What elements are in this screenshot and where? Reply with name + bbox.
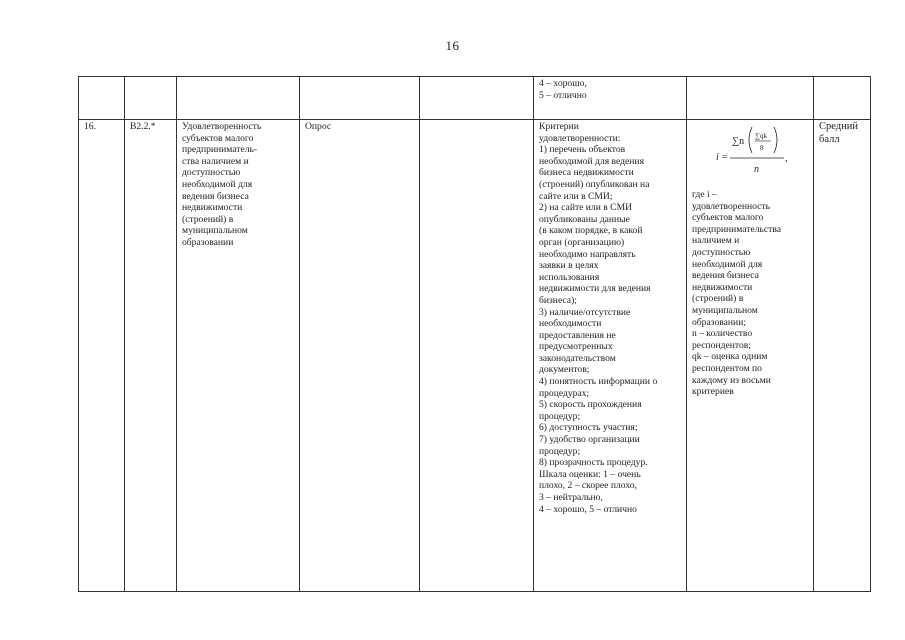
cell-indicator: [177, 120, 300, 592]
formula-inner-sum: ∑qk: [755, 132, 767, 140]
scale-continuation-text: 4 – хорошо, 5 – отлично: [539, 78, 587, 101]
indicator-code: B2.2.*: [130, 121, 156, 132]
cell-formula-empty: [687, 77, 814, 120]
criteria-text: Критерии удовлетворенности: 1) перечень объектов необходимой для ведения бизнеса недвижимости (строений) опубликован на сайте или в СМИ; 2) на сайте или в СМИ опубликованы данные (в каком порядке, в какой орган (организацию) необходимо направлять заявки в целях использования недвижимости для ведения бизнеса); 3) наличие/отсутствие необходимости предоставления не предусмотренных законодательством документов; 4) понятность информации о процедурах; 5) скорость прохождения процедур; 6) доступность участия; 7) удобство организации процедур; 8) прозрачность процедур. Шкала оценки: 1 – очень плохо, 2 – скорее плохо, 3 – нейтрально, 4 – хорошо, 5 – отлично: [539, 121, 658, 515]
formula-tail: ,: [785, 153, 788, 164]
page-number: 16: [445, 38, 460, 53]
cell-code-empty: [125, 77, 177, 120]
table-row-continuation: [79, 77, 871, 120]
cell-source-empty: [420, 77, 534, 120]
cell-method: [300, 120, 420, 592]
table-row: [79, 120, 871, 592]
cell-code: [125, 120, 177, 592]
cell-method-empty: [300, 77, 420, 120]
cell-number: [79, 120, 125, 592]
formula-den: n: [754, 164, 759, 175]
cell-unit-empty: [814, 77, 871, 120]
formula-inner-den: 8: [760, 144, 764, 152]
right-paren: [774, 127, 777, 153]
indicator-name: Удовлетворенность субъектов малого предприниматель- ства наличием и доступностью необходимой для ведения бизнеса недвижимости (строений) в муниципальном образовании: [182, 121, 262, 248]
row-number: 16.: [84, 121, 96, 132]
indicator-table: [78, 76, 871, 592]
cell-unit: [814, 120, 871, 592]
unit-of-measure: Средний балл: [819, 121, 858, 145]
cell-scale-continuation: [534, 77, 687, 120]
formula-description: где i – удовлетворенность субъектов малого предпринимательства наличием и доступностью необходимой для ведения бизнеса недвижимости (строений) в муниципальном образовании; n – количество респондентов; qk – оценка одним респондентом по каждому из восьми критериев: [692, 189, 782, 398]
cell-criteria: [534, 120, 687, 592]
left-paren: [749, 127, 752, 153]
formula-outer-sum: ∑n: [732, 136, 745, 147]
cell-indicator-empty: [177, 77, 300, 120]
collection-method: Опрос: [305, 121, 332, 132]
formula-lhs: i =: [716, 152, 729, 163]
formula: [692, 123, 807, 183]
cell-number-empty: [79, 77, 125, 120]
cell-formula: [687, 120, 814, 592]
cell-source: [420, 120, 534, 592]
